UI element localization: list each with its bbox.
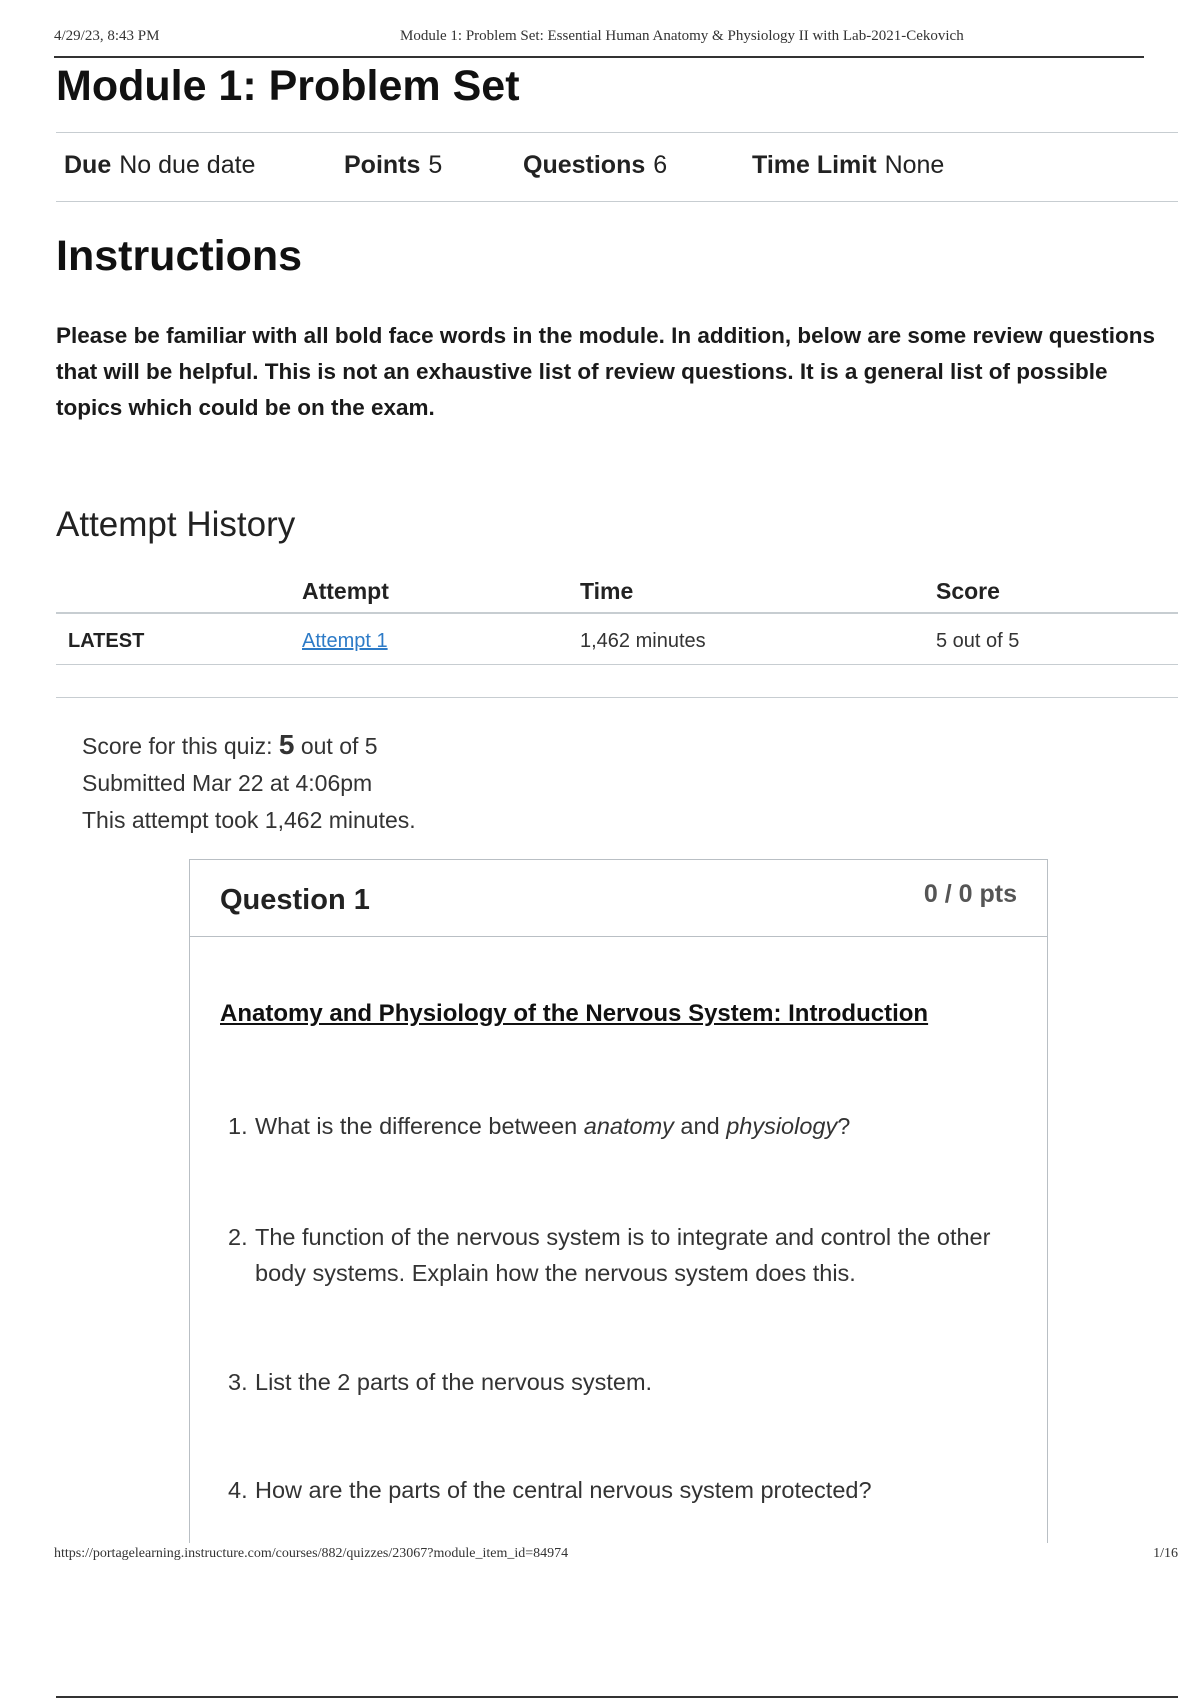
print-document-title: Module 1: Problem Set: Essential Human Anatomy & Physiology II with Lab-2021-Cekovich bbox=[400, 28, 964, 44]
question-header bbox=[190, 860, 1047, 937]
page-title: Module 1: Problem Set bbox=[56, 62, 520, 110]
print-header bbox=[54, 28, 1144, 58]
attempt-history-heading: Attempt History bbox=[56, 505, 296, 544]
latest-label: LATEST bbox=[68, 630, 145, 652]
print-url: https://portagelearning.instructure.com/courses/882/quizzes/23067?module_item_id=84974 bbox=[54, 1546, 569, 1561]
list-item bbox=[228, 1219, 1035, 1291]
list-item bbox=[228, 1108, 1035, 1144]
item-text: The function of the nervous system is to integrate and control the other body systems. Explain how the nervous system does this. bbox=[255, 1224, 991, 1286]
instructions-heading: Instructions bbox=[56, 232, 303, 280]
points-label: Points bbox=[344, 151, 421, 179]
item-text: How are the parts of the central nervous system protected? bbox=[255, 1477, 872, 1503]
question-title: Question 1 bbox=[220, 884, 370, 916]
questions-value: 6 bbox=[653, 151, 668, 179]
question-card bbox=[189, 859, 1048, 1543]
points-meta bbox=[344, 151, 442, 180]
list-item bbox=[228, 1472, 1035, 1508]
item-number: 4. bbox=[228, 1477, 248, 1503]
duration-line: This attempt took 1,462 minutes. bbox=[82, 807, 416, 833]
column-header-score: Score bbox=[936, 578, 1000, 604]
quiz-summary bbox=[82, 726, 416, 839]
attempt-1-link[interactable]: Attempt 1 bbox=[302, 630, 388, 652]
column-header-time: Time bbox=[580, 578, 634, 604]
time-limit-value: None bbox=[884, 151, 945, 179]
due-value: No due date bbox=[119, 151, 256, 179]
instructions-text: Please be familiar with all bold face words in the module. In addition, below are some review questions that will be helpful. This is not an exhaustive list of review questions. It is a general list of possible topics which could be on the exam. bbox=[56, 323, 1156, 420]
table-row bbox=[56, 614, 1178, 665]
table-header-row bbox=[56, 568, 1178, 614]
item-number: 3. bbox=[228, 1369, 248, 1395]
section-divider bbox=[56, 697, 1178, 698]
bottom-rule bbox=[56, 1696, 1178, 1698]
score-value: 5 bbox=[278, 729, 295, 760]
attempt-history-table bbox=[56, 568, 1178, 668]
questions-label: Questions bbox=[523, 151, 646, 179]
question-topic: Anatomy and Physiology of the Nervous System: Introduction bbox=[220, 1000, 929, 1027]
item-emphasis-anatomy: anatomy bbox=[583, 1113, 674, 1139]
time-limit-label: Time Limit bbox=[752, 151, 877, 179]
submitted-line: Submitted Mar 22 at 4:06pm bbox=[82, 770, 373, 796]
attempt-score: 5 out of 5 bbox=[936, 630, 1020, 652]
item-text-part: and bbox=[673, 1113, 727, 1139]
item-number: 1. bbox=[228, 1113, 248, 1139]
question-points: 0 / 0 pts bbox=[923, 880, 1017, 908]
quiz-score-line bbox=[82, 726, 416, 765]
score-prefix: Score for this quiz: bbox=[82, 733, 279, 759]
questions-meta bbox=[523, 151, 667, 180]
attempt-time: 1,462 minutes bbox=[580, 630, 706, 652]
item-text-part: What is the difference between bbox=[255, 1113, 584, 1139]
item-number: 2. bbox=[228, 1224, 248, 1250]
due-meta bbox=[64, 151, 255, 180]
item-emphasis-physiology: physiology bbox=[726, 1113, 838, 1139]
score-suffix: out of 5 bbox=[294, 733, 378, 759]
column-header-attempt: Attempt bbox=[302, 578, 389, 604]
quiz-meta-bar bbox=[56, 132, 1178, 202]
print-footer bbox=[54, 1546, 1178, 1562]
page-number: 1/16 bbox=[1153, 1546, 1178, 1561]
time-limit-meta bbox=[752, 151, 944, 180]
print-date: 4/29/23, 8:43 PM bbox=[54, 28, 160, 44]
item-text: List the 2 parts of the nervous system. bbox=[255, 1369, 653, 1395]
item-text-part: ? bbox=[837, 1113, 851, 1139]
due-label: Due bbox=[64, 151, 112, 179]
points-value: 5 bbox=[428, 151, 443, 179]
list-item bbox=[228, 1364, 1035, 1400]
